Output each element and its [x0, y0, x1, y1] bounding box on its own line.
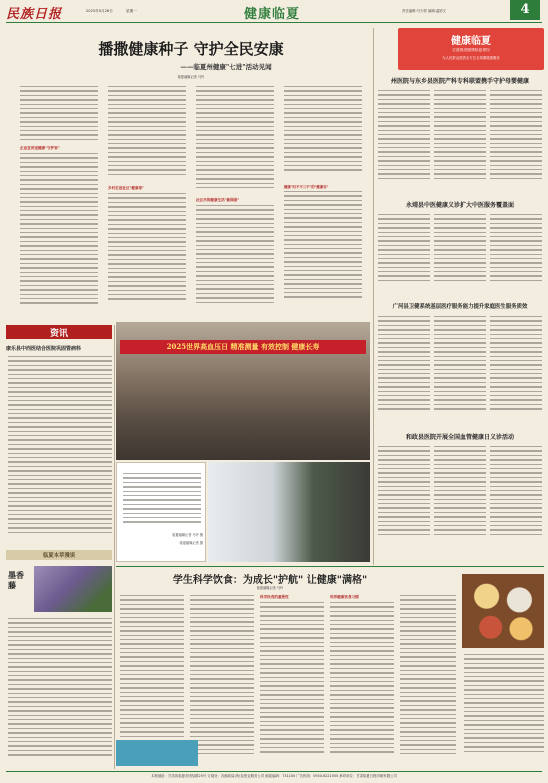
herbal-section: 临夏本草漫谈: [42, 553, 76, 559]
issue-date: 2025年5月26日: [86, 9, 113, 13]
caption-credit1: 临夏融媒记者 马玲 摄: [172, 533, 203, 537]
health-banner: [398, 28, 544, 70]
story4-text-a: [378, 446, 430, 546]
science-sub1: 科学饮食的重要性: [260, 595, 289, 599]
science-byline: 临夏融媒记者 马玲: [256, 586, 284, 590]
lead-col4-text2: [284, 191, 362, 313]
story4-title: 和政县医院开展全国血管健康日义诊活动: [405, 434, 514, 441]
col-divider-left: [114, 325, 115, 769]
herbal-text: [8, 618, 112, 768]
story3-title: 广河县卫健系统基层医疗服务能力提升家庭医生服务质效: [392, 304, 528, 310]
news-text: [8, 356, 112, 546]
science-col6: [464, 654, 544, 764]
science-col4: [330, 602, 394, 765]
masthead: [0, 0, 548, 22]
science-col3: [260, 602, 324, 765]
science-title: 学生科学饮食：为成长"护航" 让健康"满格": [172, 575, 368, 586]
herbal-tag: [6, 550, 112, 560]
lead-subtitle: ——临夏州健康"七进"活动见闻: [180, 63, 272, 71]
story1-text-b: [434, 90, 486, 190]
event-photo: [116, 322, 370, 460]
lead-story: [6, 28, 368, 320]
footer-rule: [6, 771, 542, 772]
story2-title: 永靖县中医健康义诊扩大中医服务覆盖面: [405, 202, 514, 209]
lead-col3-text2: [196, 205, 274, 313]
news-title: 康乐县中西医结合医院巩固管病科: [6, 346, 82, 352]
lead-sub4: 健康"四不不三不"的"健康谷": [284, 185, 329, 189]
science-sub2: 培养健康饮食习惯: [330, 595, 359, 599]
story2-text-a: [378, 214, 430, 292]
banner-title: 健康临夏: [451, 36, 491, 47]
lead-byline: 临夏融媒记者 马玲: [177, 75, 205, 79]
story1-text-a: [378, 90, 430, 190]
story2-text-c: [490, 214, 542, 292]
editor-line: 责任编辑:马少婷 编辑:温婷文: [402, 9, 447, 13]
science-col2: [190, 595, 254, 765]
herbal-name: 墨香藤: [8, 570, 24, 590]
event-banner: [120, 340, 366, 354]
doctor-photo: [208, 462, 370, 562]
science-footer-band: [116, 740, 198, 766]
masthead-rule: [6, 22, 542, 23]
story3-text-a: [378, 316, 430, 422]
story4-text-b: [434, 446, 486, 546]
banner-line1: 全面推进健康临夏建设: [452, 48, 490, 52]
page-title: 健康临夏: [244, 7, 301, 22]
lead-col1-text2: [20, 153, 98, 313]
lead-sub2: 乡村走进社区"健康家": [108, 186, 145, 190]
story3-text-c: [490, 316, 542, 422]
event-banner-text: 2025世界高血压日 精准测量 有效控制 健康长寿: [166, 342, 320, 351]
banner-line2: 为人民群众提供全方位全周期健康服务: [442, 56, 500, 60]
lead-col2-text: [108, 86, 186, 184]
herbal-photo: [34, 566, 112, 612]
caption-credit2: 临夏融媒记者 摄: [179, 541, 203, 545]
science-col5: [400, 595, 456, 765]
page-number: 4: [510, 0, 540, 20]
science-rule: [116, 566, 544, 567]
news-tag: [6, 325, 112, 339]
story2-text-b: [434, 214, 486, 292]
caption-text: [123, 473, 201, 527]
lead-col1-text: [20, 86, 98, 144]
lead-sub1: 企业宣讲送健康"守护家": [20, 146, 60, 150]
story1-text-c: [490, 90, 542, 190]
lead-title: 播撒健康种子 守护全民安康: [98, 40, 284, 58]
story4-text-c: [490, 446, 542, 546]
lead-col4-text: [284, 86, 362, 182]
lead-sub3: 社区共筑健康生活"新图景": [196, 198, 240, 202]
lead-col2-text2: [108, 193, 186, 311]
lead-col3-text: [196, 86, 274, 196]
caption-box: [116, 462, 206, 562]
story3-text-b: [434, 316, 486, 422]
footer-text: 本报地址：甘肃省临夏市团结路25号 订阅处：各邮政局(所)及报业服务公司 邮政编码：731100 广告热线：0930-6221505 承印单位：甘肃临夏日报印刷有限公司: [151, 774, 397, 778]
issue-weekday: 星期一: [126, 9, 137, 13]
news-label: 资讯: [49, 329, 68, 339]
story1-title: 州医院与东乡县医院产科专科联盟携手守护母婴健康: [390, 78, 529, 85]
newspaper-name: 民族日报: [6, 7, 63, 22]
col-divider-right: [373, 28, 374, 565]
food-photo: [462, 574, 544, 648]
